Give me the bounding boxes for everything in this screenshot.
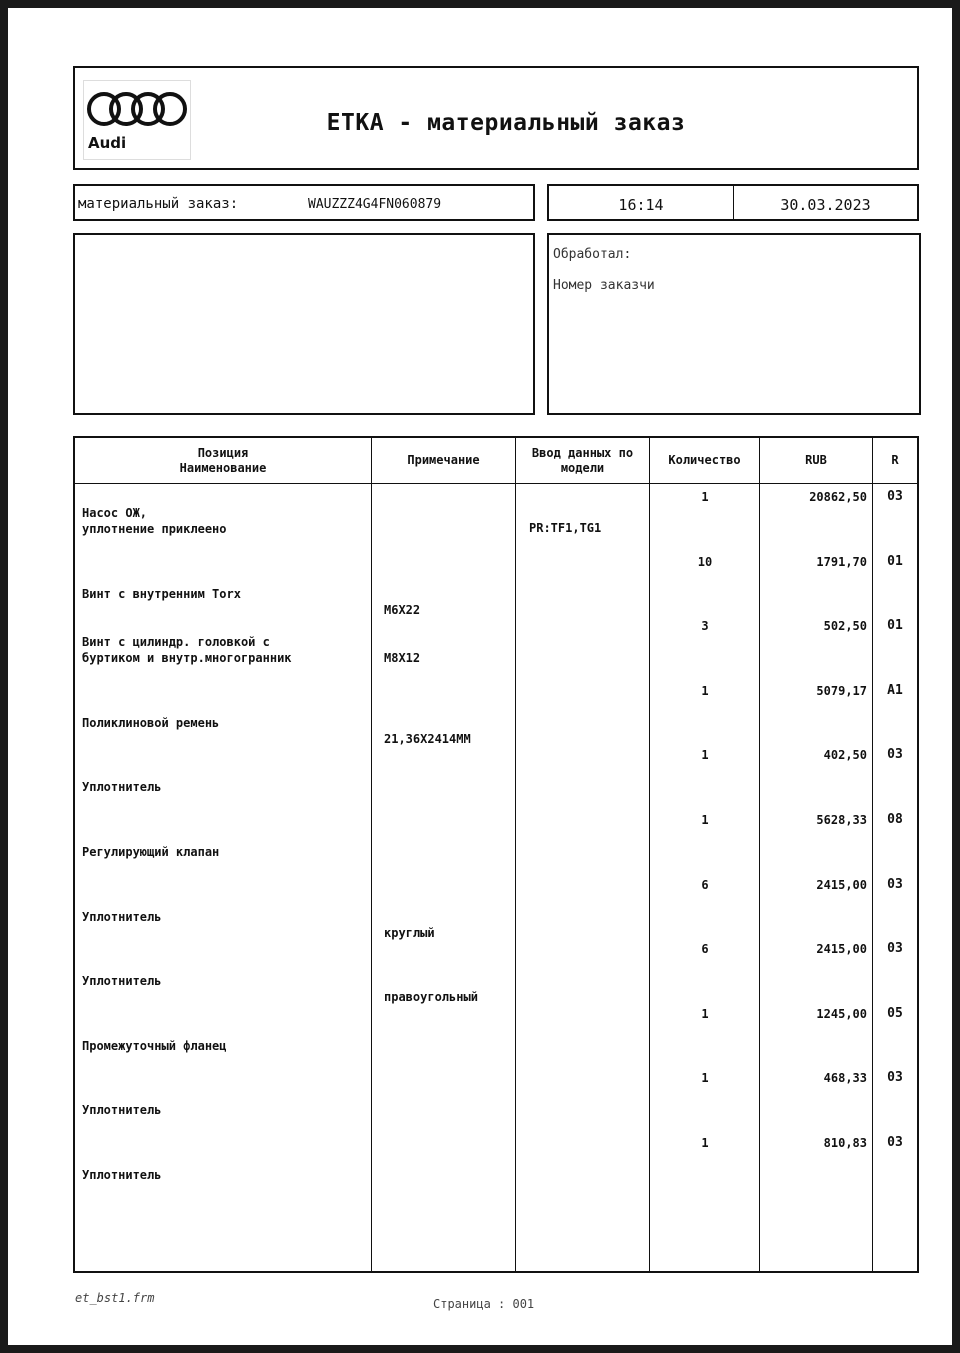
column-divider	[515, 438, 516, 1271]
datetime-box	[547, 184, 919, 221]
item-quantity: 1	[701, 748, 709, 763]
header-note: Примечание	[407, 453, 480, 467]
item-name: Поликлиновой ремень	[82, 715, 220, 730]
parts-table	[73, 436, 919, 1273]
item-name: Уплотнитель	[82, 1103, 162, 1118]
item-name: Промежуточный фланец	[82, 1038, 227, 1053]
address-box	[73, 233, 535, 415]
item-price: 402,50	[823, 748, 867, 763]
item-r: 03	[887, 489, 903, 504]
item-price: 2415,00	[816, 942, 867, 957]
header-divider	[75, 483, 917, 484]
item-price: 810,83	[823, 1136, 867, 1150]
item-quantity: 1	[701, 490, 709, 504]
item-r: 08	[887, 812, 903, 827]
header-model-data: Ввод данных по модели	[531, 445, 634, 475]
page-title: ETKA - материальный заказ	[326, 110, 686, 136]
item-quantity: 6	[701, 877, 709, 892]
item-r: A1	[887, 682, 903, 698]
page-number: Страница : 001	[433, 1297, 535, 1311]
processed-by-label: Обработал:	[553, 247, 632, 262]
item-name: Уплотнитель	[82, 909, 162, 924]
item-price: 468,33	[823, 1071, 867, 1086]
item-r: 03	[887, 747, 903, 763]
item-quantity: 3	[701, 619, 709, 634]
header-position: Позиция Наименование	[179, 445, 267, 475]
item-name: Винт с цилиндр. головкой с буртиком и внутр.многогранник	[82, 635, 292, 666]
item-price: 502,50	[823, 619, 867, 634]
item-quantity: 1	[701, 1071, 709, 1086]
audi-rings-icon	[84, 81, 190, 133]
item-name: Винт с внутренним Torx	[82, 586, 241, 601]
item-r: 01	[887, 553, 903, 569]
form-name: et_bst1.frm	[75, 1291, 155, 1305]
item-quantity: 6	[701, 942, 709, 957]
item-name: Регулирующий клапан	[82, 845, 220, 859]
header-r: R	[891, 453, 899, 467]
item-name: Насос ОЖ, уплотнение приклеено	[82, 506, 227, 536]
item-price: 5079,17	[816, 683, 867, 698]
item-r: 01	[887, 618, 903, 634]
item-r: 03	[887, 941, 903, 957]
order-date: 30.03.2023	[780, 196, 871, 214]
item-quantity: 1	[701, 1136, 709, 1150]
header-currency: RUB	[805, 453, 827, 467]
item-model: PR:TF1,TG1	[529, 521, 602, 535]
item-r: 03	[887, 1135, 903, 1150]
order-number-box	[73, 184, 535, 221]
item-r: 03	[887, 1070, 903, 1086]
document-page	[8, 8, 952, 1345]
item-price: 5628,33	[816, 813, 867, 827]
order-label: материальный заказ:	[78, 196, 239, 212]
order-time: 16:14	[618, 196, 664, 214]
column-divider	[371, 438, 372, 1271]
header-quantity: Количество	[668, 453, 741, 467]
item-price: 20862,50	[809, 490, 867, 504]
item-note: M8X12	[384, 651, 421, 666]
item-name: Уплотнитель	[82, 1168, 162, 1182]
customer-order-number-label: Номер заказчи	[553, 278, 655, 293]
item-name: Уплотнитель	[82, 780, 162, 795]
item-price: 2415,00	[816, 877, 867, 892]
item-name: Уплотнитель	[82, 974, 162, 989]
order-number: WAUZZZ4G4FN060879	[308, 197, 442, 212]
item-r: 05	[887, 1005, 903, 1021]
item-quantity: 1	[701, 813, 709, 827]
item-note: правоугольный	[384, 990, 478, 1005]
item-quantity: 1	[701, 683, 709, 698]
audi-logo	[83, 80, 191, 160]
logo-text: Audi	[88, 134, 127, 152]
header-box	[73, 66, 919, 170]
item-note: круглый	[384, 925, 435, 940]
item-note: 21,36X2414MM	[384, 731, 471, 746]
item-price: 1791,70	[816, 554, 867, 569]
info-box	[547, 233, 921, 415]
item-r: 03	[887, 876, 903, 892]
item-price: 1245,00	[816, 1006, 867, 1021]
item-quantity: 1	[701, 1006, 709, 1021]
item-note: M6X22	[384, 602, 421, 617]
item-quantity: 10	[697, 554, 713, 569]
